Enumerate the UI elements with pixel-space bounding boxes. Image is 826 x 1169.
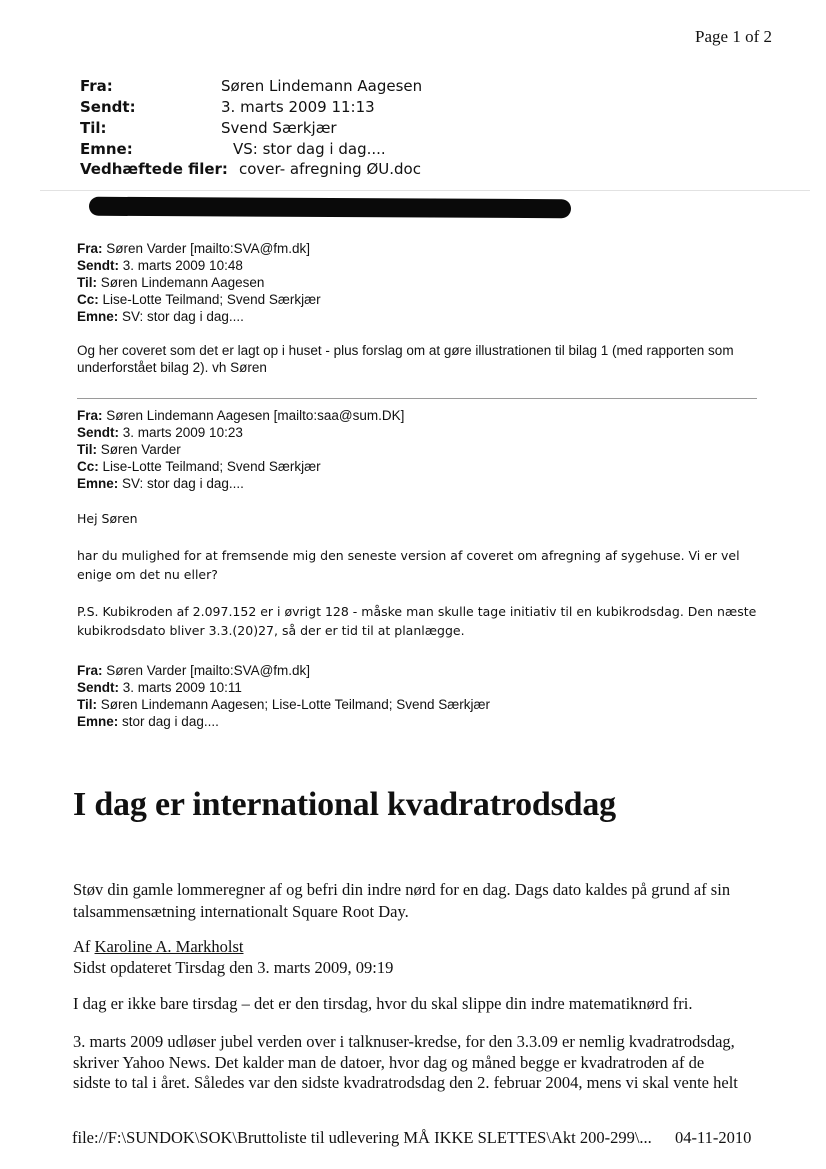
article-para-1: I dag er ikke bare tirsdag – det er den tirsdag, hvor du skal slippe din indre matematiknørd fri. <box>73 994 693 1013</box>
msg2-greeting: Hej Søren <box>77 511 138 526</box>
header-label-to: Til: <box>80 119 107 137</box>
msg3-from-label: Fra: <box>77 663 103 678</box>
msg1-sent <box>77 258 243 273</box>
footer-date: 04-11-2010 <box>675 1128 752 1147</box>
msg2-from-value: Søren Lindemann Aagesen [mailto:saa@sum.DK] <box>106 408 405 423</box>
article-para-2-line-2: skriver Yahoo News. Det kalder man de datoer, hvor dag og måned begge er kvadratroden af de <box>73 1053 705 1072</box>
footer-file-path: file://F:\SUNDOK\SOK\Bruttoliste til udlevering MÅ IKKE SLETTES\Akt 200-299\... <box>72 1128 652 1147</box>
msg2-subject-label: Emne: <box>77 476 119 491</box>
header-value-attachments: cover- afregning ØU.doc <box>239 160 421 178</box>
msg1-subject <box>77 309 244 324</box>
header-value-to: Svend Særkjær <box>221 119 337 137</box>
msg2-to-value: Søren Varder <box>100 442 181 457</box>
header-label-sent: Sendt: <box>80 98 136 116</box>
msg2-para1-line-2: enige om det nu eller? <box>77 567 218 582</box>
msg3-from-value: Søren Varder [mailto:SVA@fm.dk] <box>106 663 311 678</box>
msg1-to-label: Til: <box>77 275 97 290</box>
msg3-to-label: Til: <box>77 697 97 712</box>
header-label-subject: Emne: <box>80 140 133 158</box>
msg1-body-line-2: underforstået bilag 2). vh Søren <box>77 360 267 375</box>
msg1-to-value: Søren Lindemann Aagesen <box>100 275 265 290</box>
msg2-subject-value: SV: stor dag i dag.... <box>122 476 244 491</box>
msg3-from <box>77 663 310 678</box>
msg2-cc-value: Lise-Lotte Teilmand; Svend Særkjær <box>102 459 321 474</box>
msg3-subject <box>77 714 219 729</box>
header-value-from: Søren Lindemann Aagesen <box>221 77 423 95</box>
msg3-to-value: Søren Lindemann Aagesen; Lise-Lotte Teilmand; Svend Særkjær <box>100 697 490 712</box>
article-byline <box>73 937 243 957</box>
msg2-para2-line-1: P.S. Kubikroden af 2.097.152 er i øvrigt 128 - måske man skulle tage initiativ til en kubikrodsdag. Den næste <box>77 604 757 619</box>
msg2-sent-value: 3. marts 2009 10:23 <box>122 425 243 440</box>
msg1-cc <box>77 292 321 307</box>
msg3-subject-label: Emne: <box>77 714 119 729</box>
header-value-sent: 3. marts 2009 11:13 <box>221 98 375 116</box>
page-number: Page 1 of 2 <box>695 27 772 46</box>
header-divider <box>40 190 810 191</box>
msg1-cc-value: Lise-Lotte Teilmand; Svend Særkjær <box>102 292 321 307</box>
msg1-to <box>77 275 264 290</box>
msg1-sent-label: Sendt: <box>77 258 119 273</box>
msg2-to <box>77 442 181 457</box>
msg1-from-label: Fra: <box>77 241 103 256</box>
msg2-subject <box>77 476 244 491</box>
msg1-cc-label: Cc: <box>77 292 99 307</box>
author-link[interactable]: Karoline A. Markholst <box>94 937 244 956</box>
msg2-sent-label: Sendt: <box>77 425 119 440</box>
msg3-sent-value: 3. marts 2009 10:11 <box>122 680 242 695</box>
msg2-cc <box>77 459 321 474</box>
msg2-to-label: Til: <box>77 442 97 457</box>
msg2-sent <box>77 425 243 440</box>
byline-prefix: Af <box>73 937 91 956</box>
header-label-attachments: Vedhæftede filer: <box>80 160 228 178</box>
msg1-from <box>77 241 310 256</box>
msg2-cc-label: Cc: <box>77 459 99 474</box>
message-divider <box>77 398 757 399</box>
article-updated: Sidst opdateret Tirsdag den 3. marts 2009, 09:19 <box>73 958 394 977</box>
msg2-para1-line-1: har du mulighed for at fremsende mig den seneste version af coveret om afregning af sygehuse. Vi er vel <box>77 548 740 563</box>
msg1-subject-value: SV: stor dag i dag.... <box>122 309 244 324</box>
msg3-to <box>77 697 490 712</box>
article-title: I dag er international kvadratrodsdag <box>73 786 616 823</box>
article-lead-line-2: talsammensætning internationalt Square Root Day. <box>73 902 409 921</box>
msg2-para2-line-2: kubikrodsdato bliver 3.3.(20)27, så der er tid til at planlægge. <box>77 623 465 638</box>
msg1-sent-value: 3. marts 2009 10:48 <box>122 258 243 273</box>
article-para-2-line-1: 3. marts 2009 udløser jubel verden over i talknuser-kredse, for den 3.3.09 er nemlig kvadratrodsdag, <box>73 1032 735 1051</box>
msg3-sent <box>77 680 242 695</box>
msg1-body-line-1: Og her coveret som det er lagt op i huset - plus forslag om at gøre illustrationen til bilag 1 (med rapporten som <box>77 343 734 358</box>
redaction-bar <box>89 197 571 219</box>
header-label-from: Fra: <box>80 77 113 95</box>
msg2-from <box>77 408 404 423</box>
article-lead-line-1: Støv din gamle lommeregner af og befri din indre nørd for en dag. Dags dato kaldes på grund af sin <box>73 880 731 899</box>
header-value-subject: VS: stor dag i dag.... <box>233 140 386 158</box>
msg3-subject-value: stor dag i dag.... <box>122 714 219 729</box>
msg1-subject-label: Emne: <box>77 309 119 324</box>
msg2-from-label: Fra: <box>77 408 103 423</box>
msg1-from-value: Søren Varder [mailto:SVA@fm.dk] <box>106 241 311 256</box>
msg3-sent-label: Sendt: <box>77 680 119 695</box>
article-para-2-line-3: sidste to tal i året. Således var den sidste kvadratrodsdag den 2. februar 2004, mens vi skal vente helt <box>73 1073 738 1092</box>
